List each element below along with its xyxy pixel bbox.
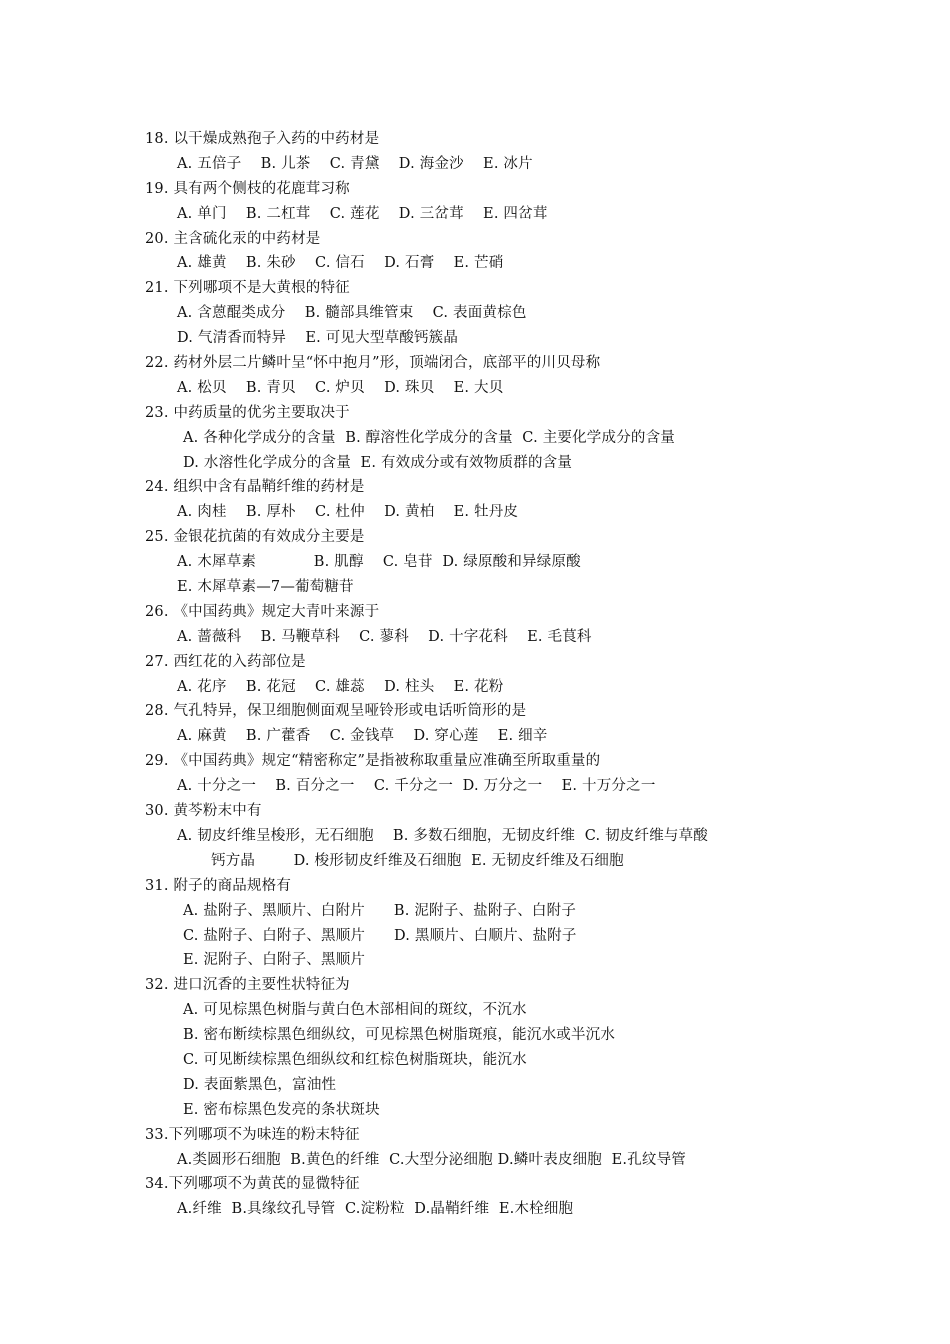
answer-options: B. 密布断续棕黑色细纵纹，可见棕黑色树脂斑痕，能沉水或半沉水 <box>183 1027 616 1044</box>
question-stem: 31. 附子的商品规格有 <box>145 877 292 894</box>
question-stem: 20. 主含硫化汞的中药材是 <box>145 230 321 247</box>
answer-options: A. 木犀草素 B. 肌醇 C. 皂苷 D. 绿原酸和异绿原酸 <box>177 554 581 571</box>
question-stem: 24. 组织中含有晶鞘纤维的药材是 <box>145 479 365 496</box>
answer-options: E. 密布棕黑色发亮的条状斑块 <box>183 1101 380 1118</box>
answer-options: A. 十分之一 B. 百分之一 C. 千分之一 D. 万分之一 E. 十万分之一 <box>177 778 656 795</box>
answer-options: A. 盐附子、黑顺片、白附片 B. 泥附子、盐附子、白附子 <box>183 902 577 919</box>
answer-options: A. 韧皮纤维呈梭形，无石细胞 B. 多数石细胞，无韧皮纤维 C. 韧皮纤维与草酸 <box>177 827 709 844</box>
question-stem: 28. 气孔特异，保卫细胞侧面观呈哑铃形或电话听筒形的是 <box>145 703 527 720</box>
answer-options: A. 含蒽醌类成分 B. 髓部具维管束 C. 表面黄棕色 <box>177 305 527 322</box>
answer-options: C. 可见断续棕黑色细纵纹和红棕色树脂斑块，能沉水 <box>183 1051 527 1068</box>
question-stem: 30. 黄芩粉末中有 <box>145 803 262 820</box>
question-stem: 33.下列哪项不为味连的粉末特征 <box>145 1126 360 1143</box>
question-stem: 32. 进口沉香的主要性状特征为 <box>145 977 350 994</box>
question-stem: 25. 金银花抗菌的有效成分主要是 <box>145 529 365 546</box>
question-stem: 23. 中药质量的优劣主要取决于 <box>145 404 350 421</box>
answer-options: A. 蔷薇科 B. 马鞭草科 C. 蓼科 D. 十字花科 E. 毛茛科 <box>177 628 592 645</box>
answer-options: A.纤维 B.具缘纹孔导管 C.淀粉粒 D.晶鞘纤维 E.木栓细胞 <box>177 1201 574 1218</box>
answer-options: D. 表面紫黑色，富油性 <box>183 1076 337 1093</box>
question-stem: 18. 以干燥成熟孢子入药的中药材是 <box>145 131 380 147</box>
answer-options: C. 盐附子、白附子、黑顺片 D. 黑顺片、白顺片、盐附子 <box>183 927 577 944</box>
answer-options: D. 气清香而特异 E. 可见大型草酸钙簇晶 <box>177 330 459 347</box>
question-list <box>145 127 845 1222</box>
answer-options: D. 水溶性化学成分的含量 E. 有效成分或有效物质群的含量 <box>183 454 573 471</box>
answer-options: A. 五倍子 B. 儿茶 C. 青黛 D. 海金沙 E. 冰片 <box>177 155 533 172</box>
answer-options: E. 木犀草素—7—葡萄糖苷 <box>177 579 354 596</box>
question-stem: 27. 西红花的入药部位是 <box>145 653 306 670</box>
answer-options: A.类圆形石细胞 B.黄色的纤维 C.大型分泌细胞 D.鳞叶表皮细胞 E.孔纹导管 <box>177 1151 687 1168</box>
answer-options: E. 泥附子、白附子、黑顺片 <box>183 952 366 969</box>
answer-options: 钙方晶 D. 梭形韧皮纤维及石细胞 E. 无韧皮纤维及石细胞 <box>211 852 624 869</box>
answer-options: A. 花序 B. 花冠 C. 雄蕊 D. 柱头 E. 花粉 <box>177 678 504 695</box>
answer-options: A. 雄黄 B. 朱砂 C. 信石 D. 石膏 E. 芒硝 <box>177 255 504 272</box>
answer-options: A. 各种化学成分的含量 B. 醇溶性化学成分的含量 C. 主要化学成分的含量 <box>183 429 675 446</box>
question-stem: 21. 下列哪项不是大黄根的特征 <box>145 280 350 297</box>
question-stem: 26. 《中国药典》规定大青叶来源于 <box>145 603 380 620</box>
question-stem: 34.下列哪项不为黄芪的显微特征 <box>145 1176 360 1193</box>
answer-options: A. 松贝 B. 青贝 C. 炉贝 D. 珠贝 E. 大贝 <box>177 379 504 396</box>
question-stem: 29. 《中国药典》规定“精密称定”是指被称取重量应准确至所取重量的 <box>145 753 601 770</box>
answer-options: A. 肉桂 B. 厚朴 C. 杜仲 D. 黄柏 E. 牡丹皮 <box>177 504 519 521</box>
answer-options: A. 可见棕黑色树脂与黄白色木部相间的斑纹，不沉水 <box>183 1002 527 1019</box>
question-stem: 19. 具有两个侧枝的花鹿茸习称 <box>145 180 350 197</box>
question-stem: 22. 药材外层二片鳞叶呈“怀中抱月”形，顶端闭合，底部平的川贝母称 <box>145 355 601 372</box>
answer-options: A. 单门 B. 二杠茸 C. 莲花 D. 三岔茸 E. 四岔茸 <box>177 205 548 222</box>
answer-options: A. 麻黄 B. 广藿香 C. 金钱草 D. 穿心莲 E. 细辛 <box>177 728 548 745</box>
